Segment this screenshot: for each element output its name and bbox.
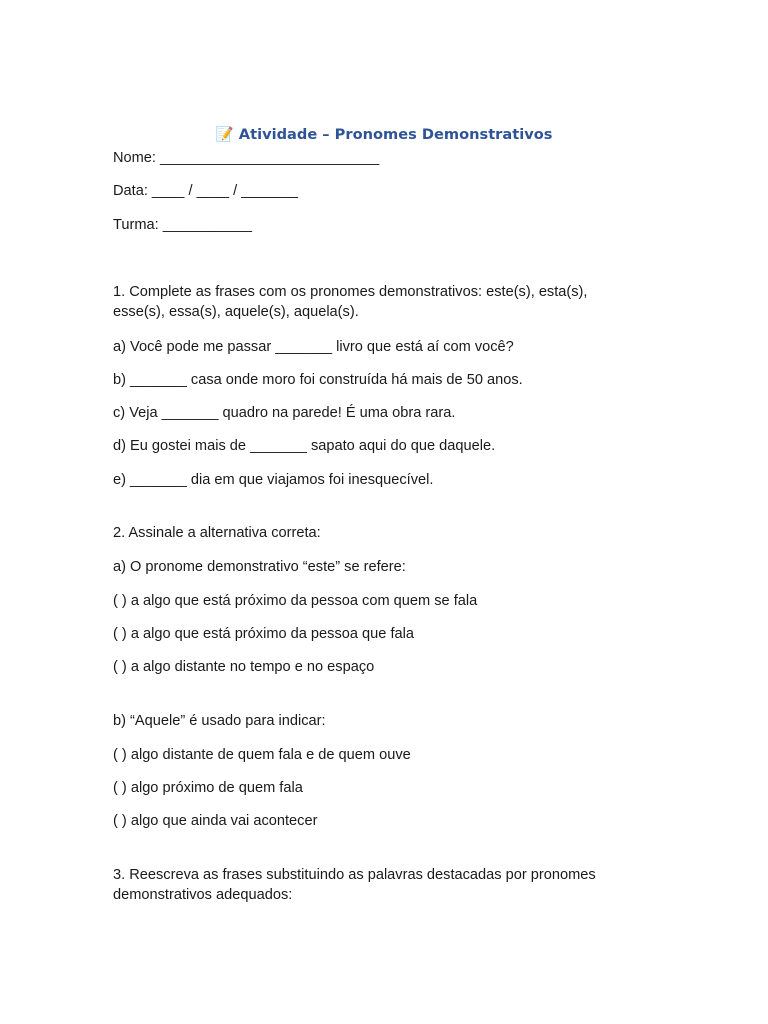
question-1-item-b: b) _______ casa onde moro foi construída há mais de 50 anos. — [113, 372, 523, 388]
class-field: Turma: ___________ — [113, 217, 253, 233]
question-1-item-a: a) Você pode me passar _______ livro que está aí com você? — [113, 339, 514, 355]
question-2a-option-3: ( ) a algo distante no tempo e no espaço — [113, 659, 375, 675]
name-field: Nome: ___________________________ — [113, 150, 380, 166]
question-2b-option-3: ( ) algo que ainda vai acontecer — [113, 813, 318, 829]
question-2b-option-2: ( ) algo próximo de quem fala — [113, 780, 303, 796]
question-2a-option-1: ( ) a algo que está próximo da pessoa com quem se fala — [113, 593, 478, 609]
question-2-prompt: 2. Assinale a alternativa correta: — [113, 525, 321, 541]
question-2b-option-1: ( ) algo distante de quem fala e de quem ouve — [113, 747, 411, 763]
question-1-item-c: c) Veja _______ quadro na parede! É uma obra rara. — [113, 405, 456, 421]
question-2b-text: b) “Aquele” é usado para indicar: — [113, 713, 326, 729]
question-1-item-d: d) Eu gostei mais de _______ sapato aqui do que daquele. — [113, 438, 496, 454]
date-field: Data: ____ / ____ / _______ — [113, 183, 299, 199]
page-title: 📝 Atividade – Pronomes Demonstrativos — [215, 126, 553, 143]
question-2a-text: a) O pronome demonstrativo “este” se refere: — [113, 559, 406, 575]
question-3-prompt: 3. Reescreva as frases substituindo as palavras destacadas por pronomes demonstrativos adequados: — [113, 867, 596, 903]
question-2a-option-2: ( ) a algo que está próximo da pessoa que fala — [113, 626, 414, 642]
question-1-item-e: e) _______ dia em que viajamos foi inesquecível. — [113, 472, 434, 488]
question-1-prompt: 1. Complete as frases com os pronomes demonstrativos: este(s), esta(s), esse(s), essa(s), aquele(s), aquela(s). — [113, 284, 588, 320]
